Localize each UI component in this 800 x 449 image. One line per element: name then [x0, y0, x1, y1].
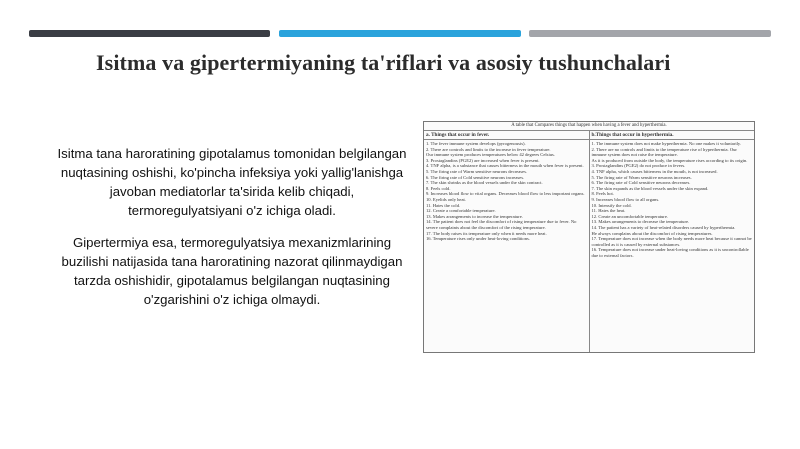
comparison-table-image [423, 121, 755, 353]
paragraph-hyperthermia: Gipertermiya esa, termoregulyatsiya mexanizmlarining buzilishi natijasida tana haroratining nazorat qilinmaydigan tarzda oshishidir, gipotalamus belgilangan nuqtasining o'zgarishini o'z ichiga olmaydi. [61, 235, 403, 307]
table-row-text: 8. Feels hot. [591, 191, 614, 197]
table-row-text: 16. Temperature does not increase under heat-loving conditions as it is uncontrollable due to external factors. [591, 247, 749, 258]
table-body [424, 140, 754, 353]
table-row-text: He always complains about the discomfort of rising temperatures. [591, 230, 713, 236]
table-row-text: 2. There are no controls and limits to the temperature rise of hyperthermia. Our immune system does not raise the temperature. [591, 146, 737, 158]
table-row-text: 4. TNF alpha, which causes bitterness in the mouth, is not increased. [591, 168, 718, 174]
table-row-text: 3. Prostaglandins (PGE2) do not produce in fevers. [591, 163, 686, 169]
header-bar-gray [529, 30, 771, 37]
table-row-text: 9. Increases blood flow to all organs. [591, 196, 660, 202]
table-row-text: Our immune system produces temperatures below 42 degrees Celsius. [426, 152, 555, 158]
table-row-text: 12. Create a comfortable temperature. [426, 208, 496, 214]
table-row-text: 11. Hates the cold. [426, 202, 461, 208]
table-row-text: 7. The skin shrinks as the blood vessels under the skin contract. [426, 180, 543, 186]
table-row-text: 10. Eyelids only heat. [426, 196, 466, 202]
table-caption: A table that Compares things that happen when having a fever and hyperthermia. [424, 122, 754, 131]
col-b-rows [590, 140, 755, 353]
table-row-text: 14. The patient has a variety of heat-related disorders caused by hyperthermia. [591, 224, 736, 230]
table-row-text: 2. There are controls and limits to the increase in fever temperature. [426, 146, 551, 152]
table-row-text: 1. The fever immune system develops (pyrogenousis). [426, 141, 526, 146]
table-row-text: 13. Makes arrangements to decrease the temperature. [591, 219, 690, 225]
col-a-rows [424, 140, 590, 353]
table-header [424, 131, 754, 140]
table-row-text: 5. The firing rate of Warm sensitive neurons decreases. [426, 168, 527, 174]
table-row-text: 6. The firing rate of Cold sensitive neurons increases. [426, 174, 525, 180]
table-row-text: 6. The firing rate of Cold sensitive neurons decreases. [591, 180, 691, 186]
table-row-text: 11. Hates the heat. [591, 208, 626, 214]
table-row-text: 17. Temperature does not increase when the body needs more heat because it cannot be controlled as it is caused by external substances. [591, 236, 752, 247]
table-row-text: 9. Increases blood flow to vital organs. Decreases blood flow to less important organs. [426, 191, 585, 197]
table-row-text: 3. Prostaglandins (PGE2) are increased when fever is present. [426, 157, 540, 163]
table-row-text: As it is produced from outside the body, the temperature rises according to its origin. [591, 157, 748, 163]
table-row-text: 13. Makes arrangements to increase the temperature. [426, 213, 523, 219]
table-row-text: 17. The body raises its temperature only when it needs more heat. [426, 230, 547, 236]
header-bar-blue [279, 30, 521, 37]
paragraph-fever: Isitma tana haroratining gipotalamus tomonidan belgilangan nuqtasining oshishi, ko'pincha infeksiya yoki yallig'lanishga javoban mediatorlar ta'sirida kelib chiqadi, termoregulyatsiyani o'z ichiga oladi. [57, 146, 407, 218]
col-b-header: b.Things that occur in hyperthermia. [591, 132, 674, 138]
table-row-text: 16. Temperature rises only under heat-loving conditions. [426, 236, 530, 242]
table-row-text: 14. The patient does not feel the discomfort of rising temperature due to fever. No severe complaints about the discomfort of the rising temperature. [426, 219, 577, 230]
table-row-text: 10. Intensify the cold. [591, 202, 632, 208]
table-row-text: 5. The firing rate of Warm sensitive neurons increases. [591, 174, 692, 180]
table-row-text: 1. The immune system does not make hyperthermia. No one makes it voluntarily. [591, 141, 742, 146]
table-row-text: 12. Create an uncomfortable temperature. [591, 213, 669, 219]
header-bar-dark [29, 30, 270, 37]
table-row-text: 8. Feels cold. [426, 185, 451, 191]
table-row-text: 4. TNF alpha, is a substance that causes bitterness in the mouth when fever is present. [426, 163, 584, 169]
col-a-header: a. Things that occur in fever. [424, 131, 590, 139]
slide-title: Isitma va gipertermiyaning ta'riflari va asosiy tushunchalari [96, 50, 671, 75]
table-row-text: 7. The skin expands as the blood vessels under the skin expand. [591, 185, 709, 191]
